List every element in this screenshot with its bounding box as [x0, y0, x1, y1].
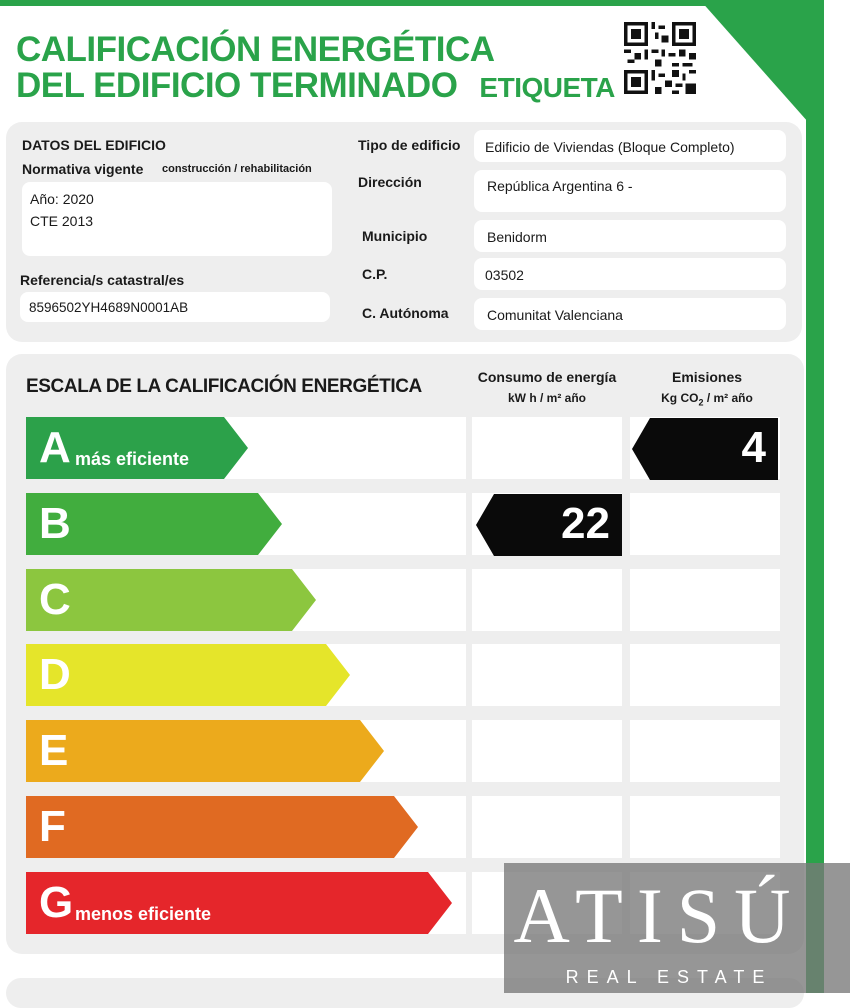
emisiones-unit [630, 391, 784, 407]
consumo-header: Consumo de energía [477, 369, 617, 385]
emisiones-cell [630, 569, 780, 631]
subtitle-text: DEL EDIFICIO TERMINADO [16, 66, 458, 105]
energy-class-letter: G [39, 878, 74, 927]
emisiones-badge [632, 418, 778, 480]
normativa-label: Normativa vigente [22, 161, 144, 177]
tipo-value: Edificio de Viviendas (Bloque Completo) [474, 130, 786, 162]
direccion-label: Dirección [358, 174, 422, 190]
qr-code-icon [624, 22, 696, 94]
energy-class-arrow [26, 417, 248, 479]
page-subtitle [16, 66, 615, 106]
emisiones-cell [630, 796, 780, 858]
energy-class-letter: F [39, 802, 66, 851]
ref-label: Referencia/s catastral/es [20, 272, 185, 288]
energy-class-letter: A [39, 423, 71, 472]
emisiones-unit-pre: Kg CO [661, 391, 699, 405]
direccion-value: República Argentina 6 - [474, 170, 786, 212]
cp-value: 03502 [474, 258, 786, 290]
emisiones-badge-value: 4 [741, 423, 766, 472]
energy-class-letter: D [39, 650, 71, 699]
emisiones-unit-post: / m² año [703, 391, 753, 405]
emisiones-cell [630, 493, 780, 555]
energy-class-note: menos eficiente [75, 904, 212, 924]
energy-class-arrow [26, 720, 384, 782]
consumo-cell [472, 569, 622, 631]
energy-class-arrow [26, 569, 316, 631]
municipio-label: Municipio [362, 228, 428, 244]
municipio-value: Benidorm [474, 220, 786, 252]
ca-value: Comunitat Valenciana [474, 298, 786, 330]
building-section-title: DATOS DEL EDIFICIO [22, 137, 166, 153]
emisiones-cell [630, 720, 780, 782]
consumo-badge-value: 22 [561, 499, 610, 548]
energy-class-arrow [26, 493, 282, 555]
energy-class-note: más eficiente [75, 449, 190, 469]
consumo-cell [472, 720, 622, 782]
normativa-box [22, 182, 332, 256]
emisiones-header: Emisiones [671, 369, 743, 385]
scale-title: ESCALA DE LA CALIFICACIÓN ENERGÉTICA [26, 376, 422, 397]
energy-class-letter: B [39, 499, 71, 548]
ca-label: C. Autónoma [362, 305, 449, 321]
right-green-bar [806, 0, 824, 993]
page-title: CALIFICACIÓN ENERGÉTICA [16, 30, 495, 69]
logo-sub: REAL ESTATE [565, 967, 773, 987]
consumo-cell [472, 796, 622, 858]
consumo-cell [472, 417, 622, 479]
tipo-label: Tipo de edificio [358, 137, 461, 153]
consumo-unit: kW h / m² año [508, 391, 586, 405]
energy-class-letter: C [39, 575, 71, 624]
energy-class-arrow [26, 644, 350, 706]
year-value: Año: 2020 [30, 191, 94, 207]
energy-class-arrow [26, 872, 452, 934]
norma-value: CTE 2013 [30, 213, 94, 229]
label-tag: ETIQUETA [479, 72, 615, 103]
logo-name: ATISÚ [513, 872, 805, 959]
energy-class-letter: E [39, 726, 69, 775]
consumo-cell [472, 644, 622, 706]
atisu-logo [504, 863, 850, 993]
cp-label: C.P. [362, 266, 388, 282]
energy-class-arrow [26, 796, 418, 858]
normativa-sublabel: construcción / rehabilitación [162, 163, 312, 175]
ref-value: 8596502YH4689N0001AB [20, 292, 330, 322]
emisiones-unit-sub: 2 [698, 397, 704, 408]
emisiones-cell [630, 644, 780, 706]
consumo-badge [476, 494, 622, 556]
